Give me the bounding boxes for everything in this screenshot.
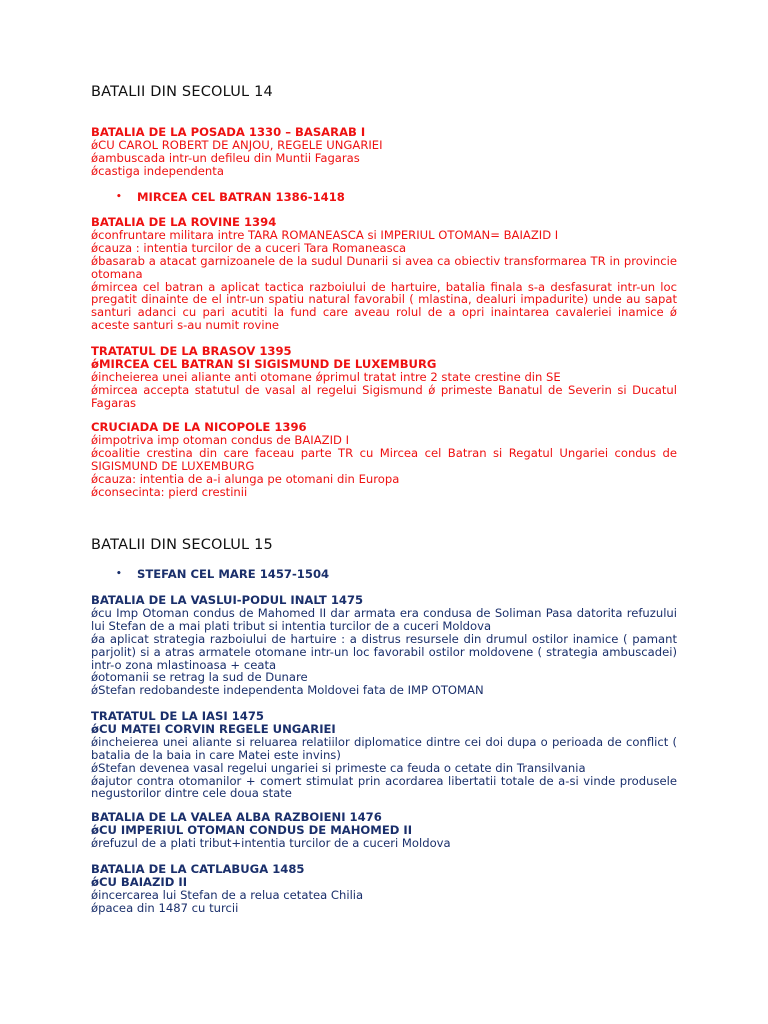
text-line: ǿcastiga independenta bbox=[91, 163, 224, 178]
battle-posada bbox=[91, 126, 677, 178]
text-line: ǿbasarab a atacat garnizoanele de la sudul Dunarii si avea ca obiectiv transformarea TR in provincie otomana bbox=[91, 253, 677, 281]
battle-vaslui bbox=[91, 594, 677, 697]
section-heading: BATALII DIN SECOLUL 14 bbox=[91, 84, 273, 100]
battle-rovine bbox=[91, 216, 677, 332]
text-line: ǿCU CAROL ROBERT DE ANJOU, REGELE UNGARIEI bbox=[91, 137, 383, 152]
text-line: ǿimpotriva imp otoman condus de BAIAZID I bbox=[91, 432, 350, 447]
battle-valea-alba bbox=[91, 811, 677, 850]
text-line: ǿpacea din 1487 cu turcii bbox=[91, 900, 239, 915]
block-subtitle: ǿCU MATEI CORVIN REGELE UNGARIEI bbox=[91, 721, 336, 736]
text-line: ǿconsecinta: pierd crestinii bbox=[91, 484, 248, 499]
text-line: ǿStefan redobandeste independenta Moldovei fata de IMP OTOMAN bbox=[91, 683, 484, 698]
block-title: TRATATUL DE LA BRASOV 1395 bbox=[91, 344, 292, 358]
block-subtitle: ǿMIRCEA CEL BATRAN SI SIGISMUND DE LUXEMBURG bbox=[91, 356, 437, 371]
battle-catlabuga bbox=[91, 863, 677, 915]
text-line: ǿStefan devenea vasal regelui ungariei si primeste ca feuda o cetate din Transilvania bbox=[91, 760, 586, 775]
block-subtitle: ǿCU IMPERIUL OTOMAN CONDUS DE MAHOMED II bbox=[91, 822, 413, 837]
text-line: ǿincheierea unei aliante anti otomane ǿprimul tratat intre 2 state crestine din SE bbox=[91, 369, 561, 384]
text-line: ǿmircea accepta statutul de vasal al regelui Sigismund ǿ primeste Banatul de Severin si Ducatul Fagaras bbox=[91, 382, 677, 410]
text-line: ǿconfruntare militara intre TARA ROMANEASCA si IMPERIUL OTOMAN= BAIAZID I bbox=[91, 227, 559, 242]
text-line: ǿincercarea lui Stefan de a relua cetatea Chilia bbox=[91, 887, 364, 902]
block-subtitle: ǿCU BAIAZID II bbox=[91, 874, 188, 889]
block-title: BATALIA DE LA ROVINE 1394 bbox=[91, 215, 277, 229]
block-title: TRATATUL DE LA IASI 1475 bbox=[91, 709, 264, 723]
text-line: ǿotomanii se retrag la sud de Dunare bbox=[91, 670, 308, 685]
text-line: ǿcauza : intentia turcilor de a cuceri Tara Romaneasca bbox=[91, 240, 407, 255]
treaty-brasov bbox=[91, 345, 677, 410]
block-title: BATALIA DE LA POSADA 1330 – BASARAB I bbox=[91, 125, 366, 139]
text-line: ǿmircea cel batran a aplicat tactica razboiului de hartuire, batalia finala s-a desfasurat intr-un loc pregatit dinainte de el intr-un spatiu natural favorabil ( mlastina, dealuri impadurite) unde au sapat santuri adanci cu pari acutiti la fund care aveau rolul de a opri inaintarea cavaleriei inamice ǿ aceste santuri s-au numit rovine bbox=[91, 279, 677, 333]
text-line: ǿcoalitie crestina din care faceau parte TR cu Mircea cel Batran si Regatul Ungariei condus de SIGISMUND DE LUXEMBURG bbox=[91, 445, 677, 473]
text-line: ǿa aplicat strategia razboiului de hartuire : a distrus resursele din drumul ostilor inamice ( pamant parjolit) si a atras armatele otomane intr-un loc favorabil ostilor moldovene ( strategia ambuscadei) intr-o zona mlastinoasa + ceata bbox=[91, 631, 677, 672]
text-line: ǿincheierea unei aliante si reluarea relatiilor diplomatice dintre cei doi dupa o perioada de conflict ( batalia de la baia in care Matei este invins) bbox=[91, 734, 677, 762]
bullet-label: • MIRCEA CEL BATRAN 1386-1418 bbox=[137, 191, 723, 204]
bullet-item bbox=[91, 568, 677, 581]
treaty-iasi bbox=[91, 710, 677, 800]
text-line: ǿcu Imp Otoman condus de Mahomed II dar armata era condusa de Soliman Pasa datorita refuzului lui Stefan de a mai plati tribut si intentia turcilor de a cuceri Moldova bbox=[91, 605, 677, 633]
block-title: BATALIA DE LA VASLUI-PODUL INALT 1475 bbox=[91, 593, 364, 607]
section-heading: BATALII DIN SECOLUL 15 bbox=[91, 537, 273, 553]
bullet-item bbox=[91, 191, 677, 204]
block-title: BATALIA DE LA VALEA ALBA RAZBOIENI 1476 bbox=[91, 810, 382, 824]
block-title: CRUCIADA DE LA NICOPOLE 1396 bbox=[91, 420, 307, 434]
crusade-nicopole bbox=[91, 421, 677, 498]
bullet-label: • STEFAN CEL MARE 1457-1504 bbox=[137, 568, 723, 581]
text-line: ǿrefuzul de a plati tribut+intentia turcilor de a cuceri Moldova bbox=[91, 835, 451, 850]
text-line: ǿcauza: intentia de a-i alunga pe otomani din Europa bbox=[91, 471, 400, 486]
block-title: BATALIA DE LA CATLABUGA 1485 bbox=[91, 862, 305, 876]
text-line: ǿambuscada intr-un defileu din Muntii Fagaras bbox=[91, 150, 360, 165]
text-line: ǿajutor contra otomanilor + comert stimulat prin acordarea libertatii totale de a-si vinde produsele negustorilor dintre cele doua state bbox=[91, 773, 677, 801]
